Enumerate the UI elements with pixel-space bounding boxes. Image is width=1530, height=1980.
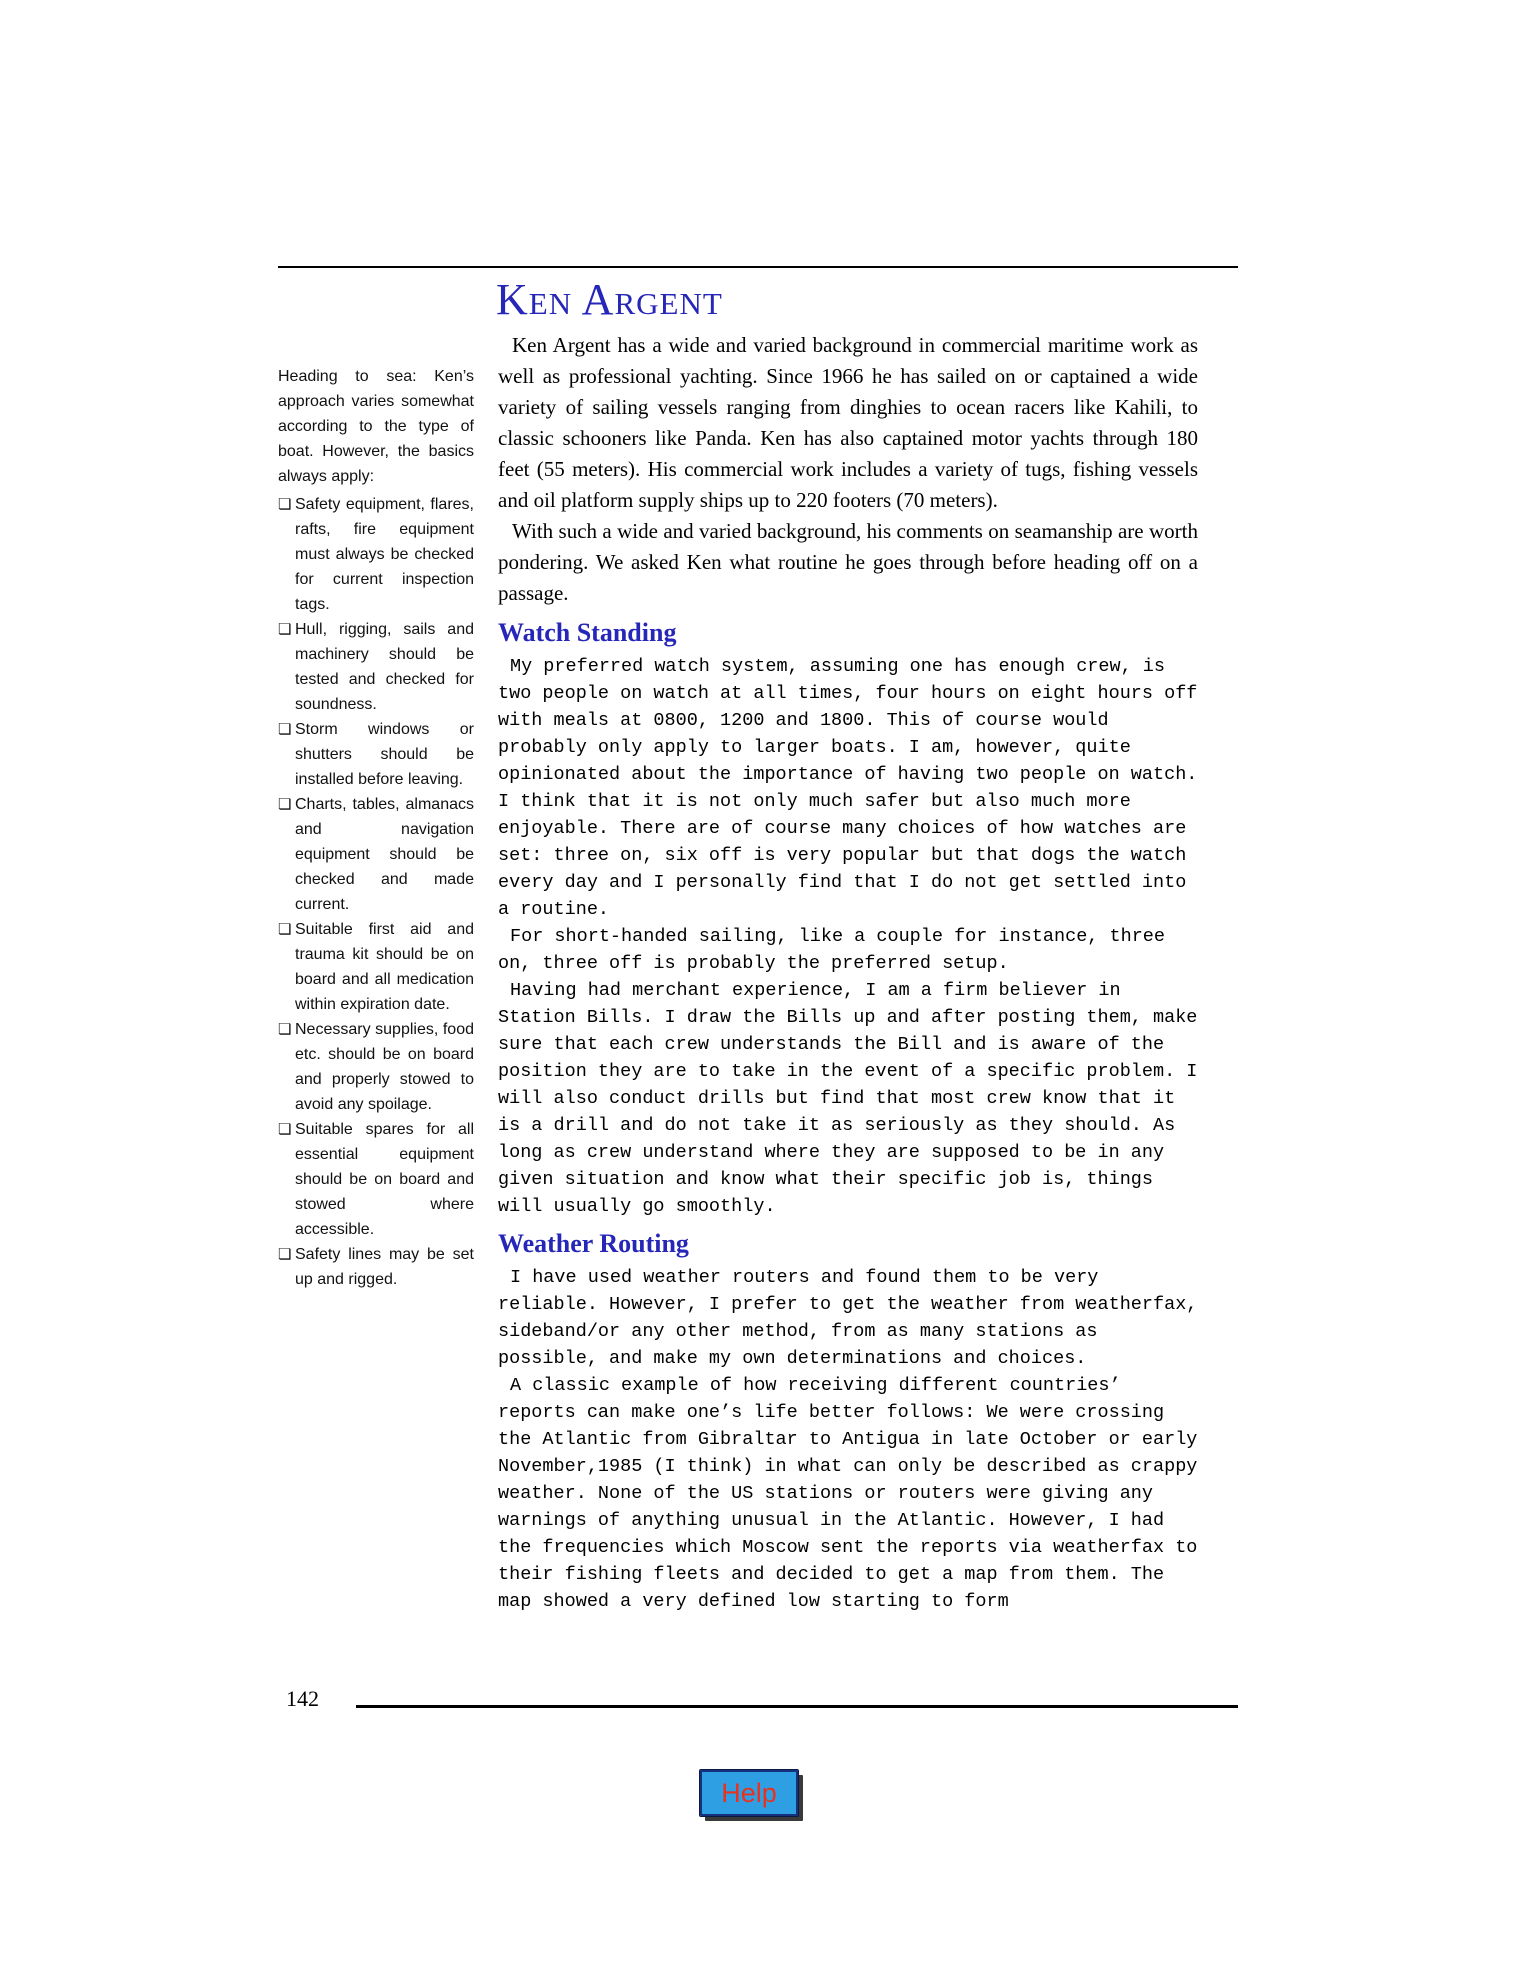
checklist-item	[278, 717, 474, 792]
intro-paragraph: With such a wide and varied background, his comments on seamanship are worth pondering. We asked Ken what routine he goes through before heading off on a passage.	[498, 519, 1198, 605]
checkbox-icon: ❏	[278, 721, 292, 738]
checkbox-icon: ❏	[278, 1021, 292, 1038]
checklist-item-text: Safety lines may be set up and rigged.	[295, 1246, 474, 1288]
page-number: 142	[286, 1686, 319, 1711]
help-button[interactable]: Help	[700, 1770, 798, 1816]
checklist-item	[278, 917, 474, 1017]
checkbox-icon: ❏	[278, 1121, 292, 1138]
article-body	[498, 330, 1198, 1615]
page-title: Ken Argent	[496, 275, 723, 324]
intro-paragraph: Ken Argent has a wide and varied background in commercial maritime work as well as professional yachting. Since 1966 he has sailed on or captained a wide variety of sailing vessels ranging from dinghies to ocean racers like Kahili, to classic schooners like Panda. Ken has also captained motor yachts through 180 feet (55 meters). His commercial work includes a variety of tugs, fishing vessels and oil platform supply ships up to 220 footers (70 meters).	[498, 333, 1198, 512]
section-heading-weather-routing: Weather Routing	[498, 1229, 689, 1258]
checklist-item	[278, 1242, 474, 1292]
checklist-item	[278, 792, 474, 917]
checklist-item	[278, 617, 474, 717]
sidebar-notes	[278, 364, 474, 1292]
checklist-item-text: Safety equipment, flares, rafts, fire equipment must always be checked for current inspection tags.	[295, 496, 474, 613]
top-rule	[278, 266, 1238, 268]
checkbox-icon: ❏	[278, 496, 292, 513]
checklist-item-text: Necessary supplies, food etc. should be on board and properly stowed to avoid any spoilage.	[295, 1021, 474, 1113]
checklist-item-text: Charts, tables, almanacs and navigation equipment should be checked and made current.	[295, 796, 474, 913]
checklist-item-text: Suitable spares for all essential equipment should be on board and stowed where accessible.	[295, 1121, 474, 1238]
sidebar-intro: Heading to sea: Ken’s approach varies somewhat according to the type of boat. However, the basics always apply:	[278, 368, 474, 485]
checkbox-icon: ❏	[278, 921, 292, 938]
checkbox-icon: ❏	[278, 796, 292, 813]
checklist-item-text: Storm windows or shutters should be installed before leaving.	[295, 721, 474, 788]
paragraph: A classic example of how receiving different countries’ reports can make one’s life better follows: We were crossing the Atlantic from Gibraltar to Antigua in late October or early November,1985 (I think) in what can only be described as crappy weather. None of the US stations or routers were giving any warnings of anything unusual in the Atlantic. However, I had the frequencies which Moscow sent the reports via weatherfax to their fishing fleets and decided to get a map from them. The map showed a very defined low starting to form	[498, 1375, 1198, 1612]
checkbox-icon: ❏	[278, 621, 292, 638]
checklist-item-text: Suitable first aid and trauma kit should be on board and all medication within expiration date.	[295, 921, 474, 1013]
paragraph: For short-handed sailing, like a couple for instance, three on, three off is probably the preferred setup.	[498, 926, 1166, 974]
paragraph: I have used weather routers and found them to be very reliable. However, I prefer to get the weather from weatherfax, sideband/or any other method, from as many stations as possible, and make my own determinations and choices.	[498, 1267, 1198, 1369]
section-heading-watch-standing: Watch Standing	[498, 618, 677, 647]
paragraph: My preferred watch system, assuming one has enough crew, is two people on watch at all times, four hours on eight hours off with meals at 0800, 1200 and 1800. This of course would probably only apply to larger boats. I am, however, quite opinionated about the importance of having two people on watch. I think that it is not only much safer but also much more enjoyable. There are of course many choices of how watches are set: three on, six off is very popular but that dogs the watch every day and I personally find that I do not get settled into a routine.	[498, 656, 1198, 920]
checkbox-icon: ❏	[278, 1246, 292, 1263]
checklist-item-text: Hull, rigging, sails and machinery should be tested and checked for soundness.	[295, 621, 474, 713]
paragraph: Having had merchant experience, I am a firm believer in Station Bills. I draw the Bills up and after posting them, make sure that each crew understands the Bill and is aware of the position they are to take in the event of a specific problem. I will also conduct drills but find that most crew know that it is a drill and do not take it as seriously as they should. As long as crew understand where they are supposed to be in any given situation and know what their specific job is, things will usually go smoothly.	[498, 980, 1198, 1217]
checklist-item	[278, 1017, 474, 1117]
footer-rule	[356, 1705, 1238, 1708]
checklist-item	[278, 492, 474, 617]
checklist-item	[278, 1117, 474, 1242]
